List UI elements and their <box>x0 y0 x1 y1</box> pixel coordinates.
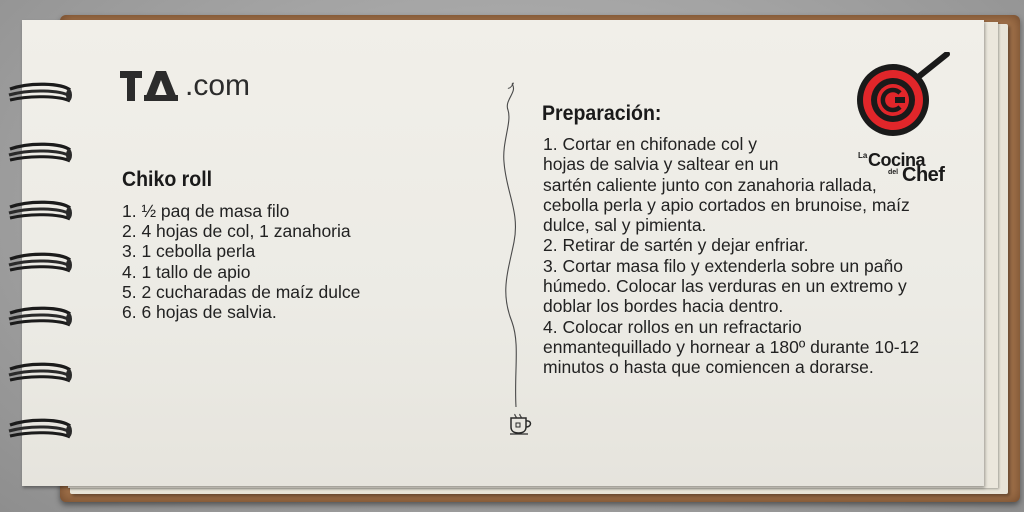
step-text: 3. Cortar masa filo y extenderla sobre un paño húmedo. Colocar las verduras en un extremo y doblar los bordes hacia dentro. <box>543 255 907 317</box>
la-cocina-del-chef-logo <box>855 52 955 192</box>
site-logo <box>120 68 250 104</box>
brand-chef: Chef <box>902 164 945 186</box>
logo-domain: .com <box>185 69 251 102</box>
spiral-ring-icon <box>9 144 72 161</box>
ingredient-item: 6. 6 hojas de salvia. <box>122 302 277 323</box>
ingredient-list <box>122 201 360 322</box>
spiral-ring-icon <box>9 254 72 271</box>
ingredient-item: 5. 2 cucharadas de maíz dulce <box>122 281 361 302</box>
ingredient-item: 3. 1 cebolla perla <box>122 241 256 262</box>
ingredient-item: 2. 4 hojas de col, 1 zanahoria <box>122 221 351 242</box>
coffee-mug-icon <box>507 412 537 436</box>
preparation-title: Preparación: <box>542 102 662 125</box>
step-line: hojas de salvia y saltear en un <box>543 154 779 175</box>
step-text: sartén caliente junto con zanahoria rallada, cebolla perla y apio cortados en brunoise, maíz dulce, sal y pimienta. <box>543 174 910 236</box>
ta-logo-mark <box>120 69 182 103</box>
brand-del: del <box>888 169 899 176</box>
frying-pan-logo-icon <box>855 52 955 152</box>
recipe-title: Chiko roll <box>122 168 213 191</box>
spiral-ring-icon <box>9 84 72 101</box>
spiral-binding <box>0 0 80 512</box>
brand-la: La <box>858 151 868 160</box>
step-line: 1. Cortar en chifonade col y <box>543 134 758 154</box>
divider-vine-icon <box>490 82 530 412</box>
step-text: 2. Retirar de sartén y dejar enfriar. <box>543 235 809 256</box>
ingredient-item: 1. ½ paq de masa filo <box>122 201 290 221</box>
spiral-ring-icon <box>9 202 72 219</box>
spiral-ring-icon <box>9 420 72 437</box>
spiral-ring-icon <box>9 364 72 381</box>
ingredient-item: 4. 1 tallo de apio <box>122 261 251 282</box>
step-text: 4. Colocar rollos en un refractario enmantequillado y hornear a 180º durante 10-12 minutos o hasta que comiencen a dorarse. <box>543 316 920 378</box>
brand-cocina: Cocina <box>868 150 926 170</box>
spiral-ring-icon <box>9 308 72 325</box>
